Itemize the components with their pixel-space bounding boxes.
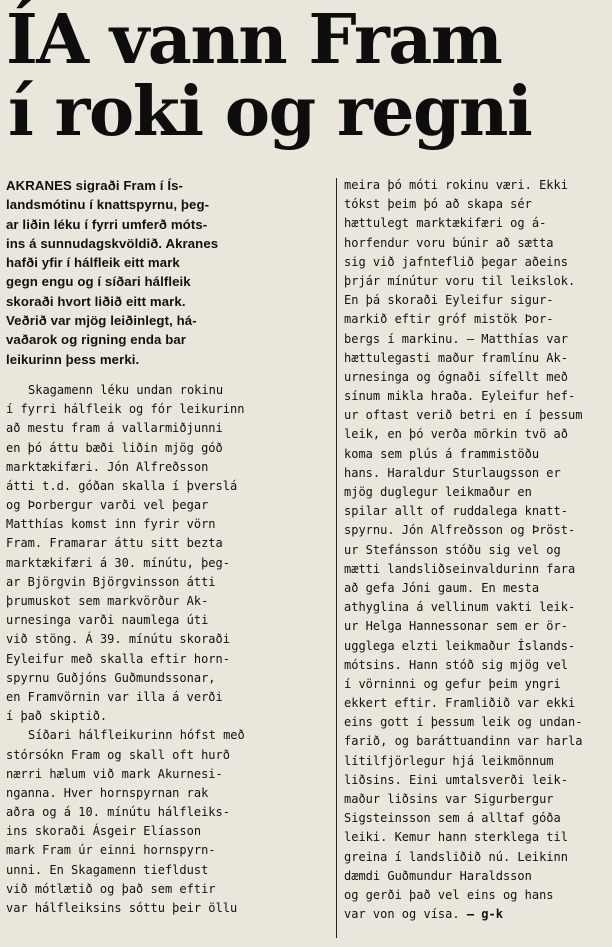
body-line: nganna. Hver hornspyrnan rak bbox=[6, 785, 209, 800]
body-line: koma sem plús á frammistöðu bbox=[344, 446, 540, 461]
body-line: marktækifæri á 30. mínútu, þeg- bbox=[6, 555, 230, 570]
body-line: sig við jafnteflið þegar aðeins bbox=[344, 254, 568, 269]
lead-line: gegn engu og í síðari hálfleik bbox=[6, 274, 191, 290]
body-line: mjög duglegur leikmaður en bbox=[344, 485, 532, 499]
body-line: urnesinga og ógnaði sífellt með bbox=[344, 369, 568, 384]
lead-line: vaðarok og rigning enda bar bbox=[6, 332, 187, 348]
body-line: en Framvörnin var illa á verði bbox=[6, 689, 223, 704]
body-line: ar Björgvin Björgvinsson átti bbox=[6, 574, 216, 589]
lead-line: hafði yfir í hálfleik eitt mark bbox=[6, 255, 180, 271]
author-signature: — g-k bbox=[466, 907, 503, 922]
body-line: ur Stefánsson stóðu sig vel og bbox=[344, 542, 561, 557]
lead-paragraph bbox=[6, 176, 330, 369]
body-line: liðsins. Eini umtalsverði leik- bbox=[344, 772, 568, 787]
body-line-text: var von og vísa. bbox=[344, 907, 460, 922]
last-body-line bbox=[344, 905, 605, 924]
body-line: ur Helga Hannessonar sem er ör- bbox=[344, 619, 568, 634]
body-line: lítilfjörlegur hjá leikmönnum bbox=[344, 753, 554, 768]
body-line: meira þó móti rokinu væri. Ekki bbox=[344, 178, 568, 192]
body-line: Skagamenn léku undan rokinu bbox=[28, 382, 224, 397]
body-line: bergs í markinu. — Matthías var bbox=[344, 331, 568, 346]
body-line: Sigsteinsson sem á alltaf góða bbox=[344, 811, 561, 826]
headline bbox=[6, 0, 606, 152]
lead-line: leikurinn þess merki. bbox=[6, 351, 140, 367]
body-line: mótsins. Hann stóð sig mjög vel bbox=[344, 657, 568, 672]
body-line: dæmdi Guðmundur Haraldsson bbox=[344, 868, 532, 883]
body-line: Eyleifur með skalla eftir horn- bbox=[6, 651, 230, 666]
body-line: hans. Haraldur Sturlaugsson er bbox=[344, 465, 561, 480]
lead-line: ins á sunnudagskvöldið. Akranes bbox=[6, 235, 219, 251]
body-line: hættulegasti maður framlínu Ak- bbox=[344, 350, 568, 365]
body-line: spilar allt of ruddalega knatt- bbox=[344, 504, 568, 519]
body-line: urnesinga varði naumlega úti bbox=[6, 613, 209, 628]
body-line: mark Fram úr einni hornspyrn- bbox=[6, 843, 216, 858]
body-line: í vörninni og gefur þeim yngri bbox=[344, 676, 561, 691]
body-line: aðra og á 10. mínútu hálfleiks- bbox=[6, 805, 230, 820]
body-line: nærri hælum við mark Akurnesi- bbox=[6, 766, 223, 781]
body-line: ins skoraði Ásgeir Elíasson bbox=[6, 824, 202, 839]
body-line: greina í landsliðið nú. Leikinn bbox=[344, 849, 568, 864]
body-line: að mestu fram á vallarmiðjunni bbox=[6, 421, 223, 436]
body-line: ur oftast verið betri en í þessum bbox=[344, 408, 583, 423]
body-line: horfendur voru búnir að sætta bbox=[344, 235, 554, 250]
body-line: og gerði það vel eins og hans bbox=[344, 887, 554, 902]
body-line: ugglega elzti leikmaður Íslands- bbox=[344, 638, 576, 653]
body-line: markið eftir gróf mistök Þor- bbox=[344, 312, 554, 327]
body-line: en þó áttu bæði liðin mjög góð bbox=[6, 440, 223, 455]
left-column bbox=[6, 176, 336, 947]
body-line: spyrnu. Jón Alfreðsson og Þröst- bbox=[344, 523, 576, 538]
lead-line: landsmótinu í knattspyrnu, þeg- bbox=[6, 197, 210, 213]
body-line: mætti landsliðseinvaldurinn fara bbox=[344, 561, 576, 576]
body-line: Matthías komst inn fyrir vörn bbox=[6, 517, 216, 532]
lead-line: skoraði hvort liðið eitt mark. bbox=[6, 293, 186, 309]
body-line: átti t.d. góðan skalla í þverslá bbox=[6, 478, 238, 493]
body-line: En þá skoraði Eyleifur sigur- bbox=[344, 293, 554, 308]
body-line: var hálfleiksins sóttu þeir öllu bbox=[6, 901, 238, 916]
body-line: tókst þeim þó að skapa sér bbox=[344, 197, 532, 212]
headline-line-1: ÍA vann Fram bbox=[6, 0, 502, 80]
lead-line: ar liðin léku í fyrri umferð móts- bbox=[6, 216, 208, 232]
body-line: við stöng. Á 39. mínútu skoraði bbox=[6, 632, 230, 647]
body-line: farið, og baráttuandinn var harla bbox=[344, 734, 583, 749]
article-columns bbox=[6, 176, 606, 947]
headline-line-2: í roki og regni bbox=[8, 72, 532, 152]
body-line: í það skiptið. bbox=[6, 709, 108, 724]
body-line: marktækifæri. Jón Alfreðsson bbox=[6, 459, 209, 474]
body-line: í fyrri hálfleik og fór leikurinn bbox=[6, 402, 245, 417]
body-line: leik, en þó verða mörkin tvö að bbox=[344, 427, 568, 442]
body-line: og Þorbergur varði vel þegar bbox=[6, 498, 209, 513]
body-line: þrjár mínútur voru til leikslok. bbox=[344, 273, 576, 288]
body-left bbox=[6, 381, 330, 918]
body-line: spyrnu Guðjóns Guðmundssonar, bbox=[6, 670, 216, 685]
body-line: við mótlætið og það sem eftir bbox=[6, 881, 216, 896]
lead-line: Veðrið var mjög leiðinlegt, há- bbox=[6, 313, 197, 329]
body-line: ekkert eftir. Framliðið var ekki bbox=[344, 696, 576, 711]
right-column bbox=[337, 176, 605, 947]
body-line: maður liðsins var Sigurbergur bbox=[344, 792, 554, 806]
body-line: athyglina á vellinum vakti leik- bbox=[344, 600, 576, 615]
body-line: hættulegt marktækifæri og á- bbox=[344, 216, 547, 231]
body-line: að gefa Jóni gaum. En mesta bbox=[344, 580, 540, 595]
body-line: Síðari hálfleikurinn hófst með bbox=[28, 728, 245, 743]
body-line: Fram. Framarar áttu sitt bezta bbox=[6, 536, 223, 551]
body-line: sínum mikla hraða. Eyleifur hef- bbox=[344, 389, 576, 404]
body-line: leiki. Kemur hann sterklega til bbox=[344, 830, 568, 845]
lead-line: AKRANES sigraði Fram í Ís- bbox=[6, 178, 184, 193]
body-line: eins gott í þessum leik og undan- bbox=[344, 715, 583, 730]
body-line: þrumuskot sem markvörður Ak- bbox=[6, 594, 209, 609]
body-line: unni. En Skagamenn tiefldust bbox=[6, 862, 209, 877]
body-line: stórsókn Fram og skall oft hurð bbox=[6, 747, 230, 762]
